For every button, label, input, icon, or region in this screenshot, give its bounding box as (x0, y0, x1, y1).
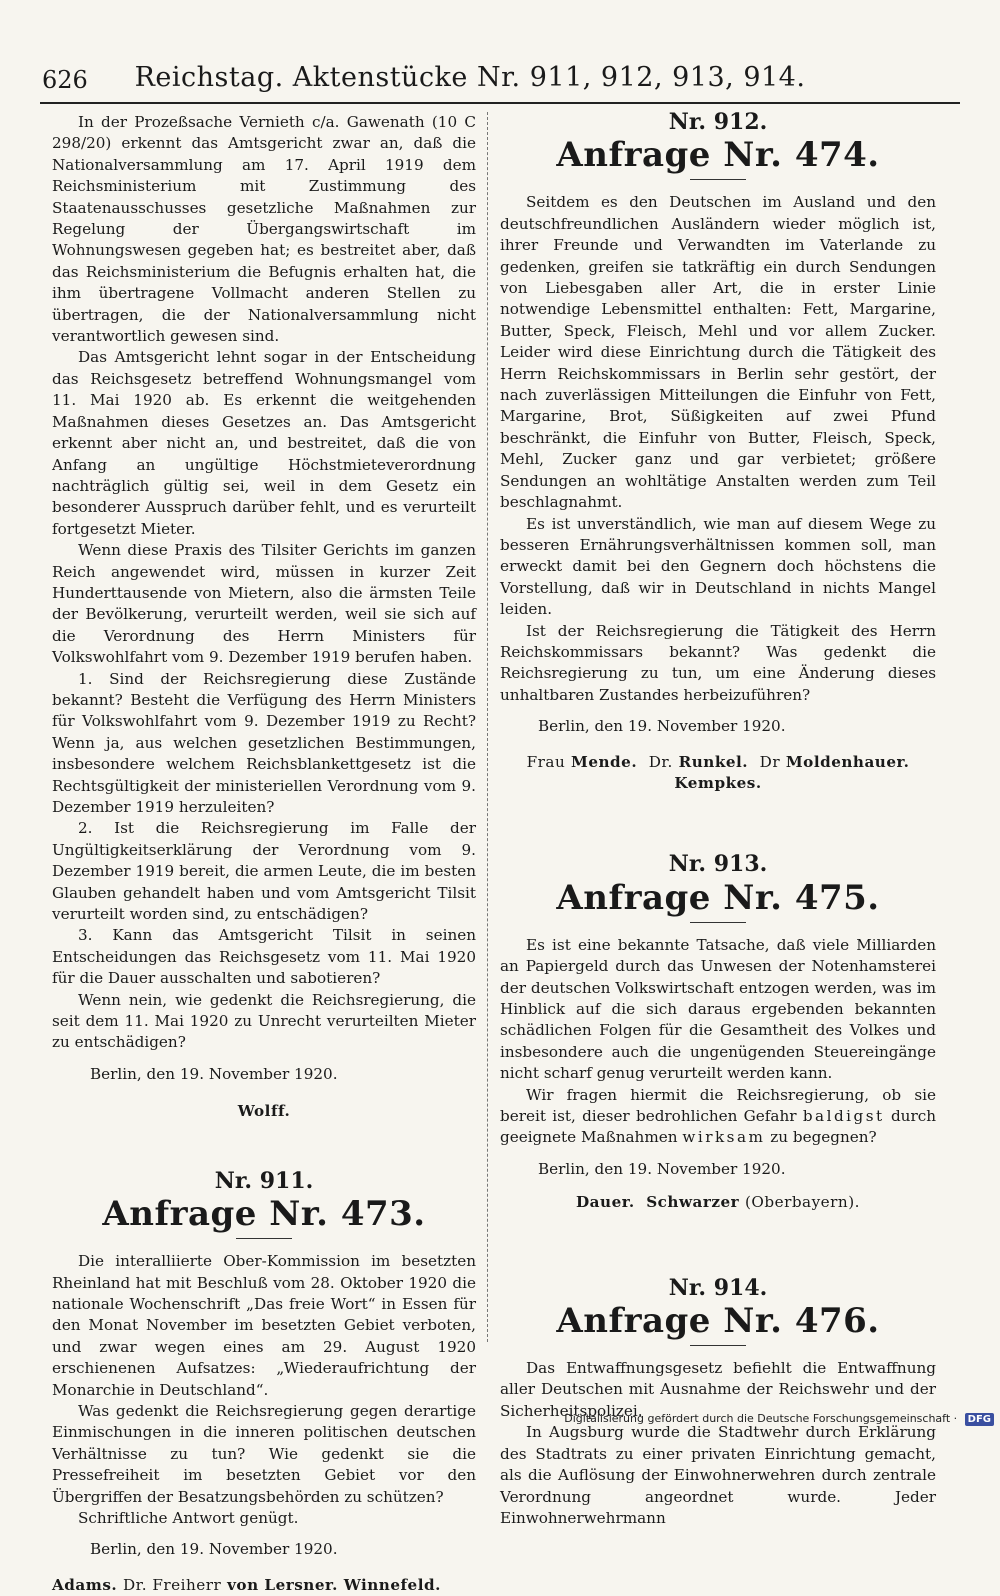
column-divider (487, 112, 488, 1342)
date-line: Berlin, den 19. November 1920. (538, 717, 786, 736)
page-header (40, 62, 960, 104)
doc-number-912: Nr. 912. (668, 109, 768, 135)
paragraph: In Augsburg wurde die Stadtwehr durch Erklärung des Stadtrats zu einer privaten Einrichtung gemacht, als die Auflösung der Einwohnerwehren durch zentrale Verordnung angeordnet wurde. Jeder Einwohnerwehrmann (500, 1423, 936, 1527)
question-4: Wenn nein, wie gedenkt die Reichsregierung, die seit dem 11. Mai 1920 zu Unrecht verurteilten Mieter zu entschädigen? (52, 990, 476, 1052)
signature-winnefeld: Winnefeld. (343, 1575, 441, 1594)
date-line: Berlin, den 19. November 1920. (538, 1159, 786, 1178)
dfg-logo-icon: DFG (965, 1413, 994, 1426)
signature-moldenhauer: Moldenhauer. (785, 752, 910, 771)
running-title: Reichstag. Aktenstücke Nr. 911, 912, 913, 914. (134, 62, 806, 93)
text-run-spaced: baldigst (802, 1107, 885, 1126)
anfrage-476-title: Anfrage Nr. 476. (556, 1301, 880, 1342)
signature-block-911 (52, 1575, 476, 1596)
paragraph: Ist der Reichsregierung die Tätigkeit des Herrn Reichskommissars bekannt? Was gedenkt die Reichsregierung zu tun, um eine Änderung dieses unhaltbaren Zustandes herbeizuführen? (500, 621, 936, 704)
paragraph: Das Amtsgericht lehnt sogar in der Entscheidung das Reichsgesetz betreffend Wohnungsmangel vom 11. Mai 1920 ab. Es erkennt die weitgehenden Maßnahmen dieses Gesetzes an. Das Amtsgericht erkennt aber nicht an, und bestreitet, daß die von Anfang an ungültige Höchstmieteverordnung nachträglich gültig sei, weil in dem Gesetz ein besonderer Ausspruch darüber fehlt, und es verurteilt fortgesetzt Mieter. (52, 348, 476, 538)
question-2: 2. Ist die Reichsregierung im Falle der Ungültigkeitserklärung der Verordnung vom 9. Dezember 1919 bereit, die armen Leute, die im besten Glauben gehandelt haben und vom Amtsgericht Tilsit verurteilt worden sind, zu entschädigen? (52, 819, 476, 924)
anfrage-474-title: Anfrage Nr. 474. (556, 135, 880, 176)
date-line: Berlin, den 19. November 1920. (90, 1064, 338, 1083)
signature-runkel: Runkel. (678, 752, 749, 771)
paragraph: Schriftliche Antwort genügt. (78, 1508, 299, 1527)
paragraph: Die interalliierte Ober-Kommission im besetzten Rheinland hat mit Beschluß vom 28. Oktober 1920 die nationale Wochenschrift „Das freie Wort“ in Essen für den Monat November im besetzten Gebiet verboten, und zwar wegen eines am 29. August 1920 erschienenen Aufsatzes: „Wiederaufrichtung der Monarchie in Deutschland“. (52, 1252, 476, 1399)
signature-mende: Mende. (571, 752, 638, 771)
signature-kempkes: Kempkes. (674, 773, 762, 792)
signature-block-912 (500, 752, 936, 795)
signature-dauer: Dauer. (576, 1193, 635, 1212)
title-rule (690, 922, 746, 923)
paragraph (500, 1085, 936, 1149)
question-3: 3. Kann das Amtsgericht Tilsit in seinen Entscheidungen das Reichsgesetz vom 11. Mai 1920 für die Dauer ausschalten und sabotieren? (52, 926, 476, 988)
signature-wolff: Wolff. (237, 1102, 291, 1121)
text-run: durch geeignete Maßnahmen (500, 1107, 937, 1147)
question-1: 1. Sind der Reichsregierung diese Zustände bekannt? Besteht die Verfügung des Herrn Ministers für Volkswohlfahrt vom 9. Dezember 1919 zu Recht? Wenn ja, aus welchen gesetzlichen Bestimmungen, insbesondere welchem Reichsblankettgesetz ist die Rechtsgültigkeit der ministeriellen Verordnung vom 9. Dezember 1919 herzuleiten? (52, 669, 476, 816)
left-column (52, 112, 476, 1596)
doc-number-914: Nr. 914. (668, 1274, 768, 1301)
signature-adams: Adams. (52, 1575, 118, 1594)
paragraph: Wenn diese Praxis des Tilsiter Gerichts im ganzen Reich angewendet wird, müssen in kurzer Zeit Hunderttausende von Mietern, also die ärmsten Teile der Bevölkerung, verurteilt werden, weil sie sich auf die Verordnung des Herrn Ministers für Volkswohlfahrt vom 9. Dezember 1919 berufen haben. (52, 541, 476, 667)
signature-title: Dr. Freiherr (122, 1575, 222, 1594)
paragraph: Was gedenkt die Reichsregierung gegen derartige Einmischungen in die inneren politischen deutschen Verhältnisse zu tun? Wie gedenkt sie die Pressefreiheit im besetzten Gebiet vor den Übergriffen der Besatzungsbehörden zu schützen? (52, 1401, 476, 1506)
title-rule (690, 179, 746, 180)
text-run: zu begegnen? (770, 1128, 877, 1147)
anfrage-475-title: Anfrage Nr. 475. (556, 877, 880, 918)
paragraph: Seitdem es den Deutschen im Ausland und den deutschfreundlichen Ausländern wieder möglich ist, ihrer Freunde und Verwandten im Vaterlande zu gedenken, greifen sie tatkräftig ein durch Sendungen von Liebesgaben aller Art, die in erster Linie notwendige Lebensmittel enthalten: Fett, Margarine, Butter, Speck, Fleisch, Mehl und vor allem Zucker. Leider wird diese Einrichtung durch die Tätigkeit des Herrn Reichskommissars in Berlin sehr gestört, der nach zuverlässigen Mitteilungen die Einfuhr von Fett, Margarine, Brot, Süßigkeiten auf zwei Pfund beschränkt, die Einfuhr von Butter, Fleisch, Speck, Mehl, Zucker ganz und gar verbietet; größere Sendungen an wohltätige Anstalten werden zum Teil beschlagnahmt. (500, 193, 936, 512)
footer-text: Digitalisierung gefördert durch die Deutsche Forschungsgemeinschaft · (564, 1412, 958, 1425)
footer-credit (564, 1412, 994, 1426)
paragraph: In der Prozeßsache Vernieth c/a. Gawenath (10 C 298/20) erkennt das Amtsgericht zwar an, daß die Nationalversammlung am 17. April 1919 dem Reichsministerium mit Zustimmung des Staatenausschusses gesetzliche Maßnahmen zur Regelung der Übergangswirtschaft im Wohnungswesen gegeben hat; es bestreitet aber, daß das Reichsministerium die Befugnis erhalten hat, die ihm übertragene Vollmacht anderen Stellen zu übertragen, die der Nationalversammlung nicht verantwortlich gewesen sind. (52, 113, 476, 346)
signature-note: (Oberbayern). (744, 1193, 860, 1212)
page-number: 626 (42, 66, 88, 94)
signature-block-913 (500, 1192, 936, 1213)
text-run: Wir fragen hiermit die Reichsregierung, ob sie bereit ist, dieser bedrohlichen Gefahr (500, 1085, 936, 1126)
date-line: Berlin, den 19. November 1920. (90, 1540, 338, 1559)
paragraph: Das Entwaffnungsgesetz befiehlt die Entwaffnung aller Deutschen mit Ausnahme der Reichswehr und der Sicherheitspolizei. (500, 1359, 936, 1420)
title-rule (236, 1238, 292, 1239)
signature-title: Frau (526, 752, 566, 771)
signature-schwarzer: Schwarzer (646, 1193, 740, 1212)
title-rule (690, 1345, 746, 1346)
doc-number-911: Nr. 911. (214, 1167, 314, 1194)
text-run-spaced: wirksam (682, 1128, 766, 1147)
signature-title: Dr (759, 752, 781, 771)
signature-lersner: von Lersner. (227, 1575, 338, 1594)
paragraph: Es ist eine bekannte Tatsache, daß viele Milliarden an Papiergeld durch das Unwesen der Notenhamsterei der deutschen Volkswirtschaft entzogen werden, was im Hinblick auf die sich daraus ergebenden bekannten schädlichen Folgen für die Gesamtheit des Volkes und insbesondere auch die ungenügenden Steuereingänge nicht scharf genug verurteilt werden kann. (500, 935, 936, 1083)
signature-title: Dr. (648, 752, 673, 771)
paragraph: Es ist unverständlich, wie man auf diesem Wege zu besseren Ernährungsverhältnissen kommen soll, man erweckt damit bei den Gegnern doch höchstens die Vorstellung, daß wir in Deutschland in nichts Mangel leiden. (500, 514, 936, 619)
right-column (500, 109, 937, 1529)
anfrage-473-title: Anfrage Nr. 473. (102, 1194, 426, 1235)
doc-number-913: Nr. 913. (668, 851, 768, 878)
